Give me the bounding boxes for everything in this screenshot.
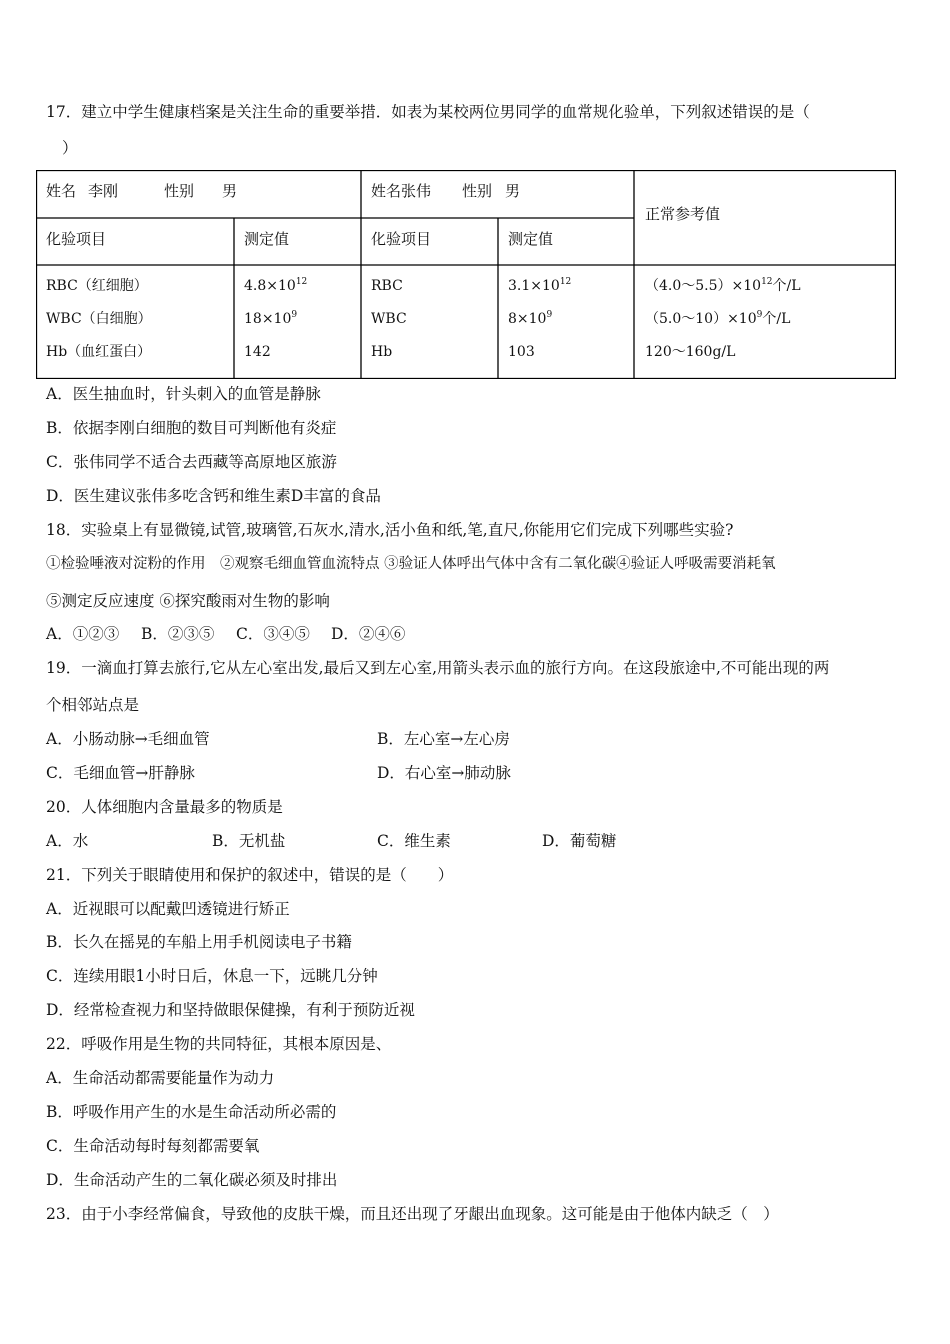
- row-hb-v2: 103: [508, 344, 535, 360]
- row-hb-ref: 120～160g/L: [645, 344, 736, 360]
- q19-option-b: B．左心室→左心房: [377, 730, 510, 748]
- row-wbc-v2: $8\times 10^9$: [508, 310, 553, 327]
- p2-name-label: 姓名张伟: [371, 182, 432, 200]
- q21-option-b: B．长久在摇晃的车船上用手机阅读电子书籍: [46, 933, 352, 951]
- q20-stem: 20．人体细胞内含量最多的物质是: [46, 798, 283, 816]
- q17-option-c: C．张伟同学不适合去西藏等高原地区旅游: [46, 453, 337, 471]
- q21-option-a: A．近视眼可以配戴凹透镜进行矫正: [46, 900, 290, 918]
- q18-option-a: A．①②③: [46, 625, 120, 643]
- p1-name: 李刚: [88, 182, 119, 200]
- row-hb-item2: Hb: [371, 344, 393, 360]
- p1-sex-label: 性别: [164, 182, 195, 200]
- row-rbc-v2: $3.1\times 10^{12}$: [508, 277, 572, 294]
- q19-stem-line2: 个相邻站点是: [46, 696, 140, 714]
- q18-items-line1: ①检验唾液对淀粉的作用 ②观察毛细血管血流特点 ③验证人体呼出气体中含有二氧化碳④验证人呼吸需要消耗氧: [46, 556, 776, 572]
- q21-option-c: C．连续用眼1小时日后，休息一下，远眺几分钟: [46, 967, 378, 985]
- q18-option-c: C．③④⑤: [236, 625, 310, 643]
- row-rbc-ref: $(4.0\sim 5.5)\times 10^{12}$个/L: [645, 277, 801, 294]
- table-borders: [36, 170, 896, 379]
- p1-col-item: 化验项目: [46, 230, 107, 248]
- p2-col-value: 测定值: [508, 230, 554, 248]
- q22-option-a: A．生命活动都需要能量作为动力: [46, 1069, 275, 1087]
- q22-option-b: B．呼吸作用产生的水是生命活动所必需的: [46, 1103, 337, 1121]
- q17-option-d: D．医生建议张伟多吃含钙和维生素D丰富的食品: [46, 487, 381, 505]
- p1-sex: 男: [222, 182, 238, 200]
- q22-stem: 22．呼吸作用是生物的共同特征，其根本原因是、: [46, 1035, 392, 1053]
- q22-option-c: C．生命活动每时每刻都需要氧: [46, 1137, 260, 1155]
- q18-option-d: D．②④⑥: [331, 625, 406, 643]
- q20-option-a: A．水: [46, 832, 89, 850]
- blood-test-table: [36, 170, 896, 379]
- q17-option-b: B．依据李刚白细胞的数目可判断他有炎症: [46, 419, 337, 437]
- p2-sex-label: 性别: [462, 182, 493, 200]
- q17-option-a: A．医生抽血时，针头刺入的血管是静脉: [46, 385, 321, 403]
- q22-option-d: D．生命活动产生的二氧化碳必须及时排出: [46, 1171, 338, 1189]
- q18-stem: 18．实验桌上有显微镜,试管,玻璃管,石灰水,清水,活小鱼和纸,笔,直尺,你能用它们完成下列哪些实验?: [46, 521, 734, 539]
- ref-header: 正常参考值: [645, 205, 721, 223]
- q21-option-d: D．经常检查视力和坚持做眼保健操，有利于预防近视: [46, 1001, 415, 1019]
- row-hb-item: Hb（血红蛋白）: [46, 344, 152, 360]
- p2-col-item: 化验项目: [371, 230, 432, 248]
- row-wbc-ref: $(5.0\sim 10)\times 10^9$个/L: [645, 310, 791, 327]
- row-wbc-item2: WBC: [371, 311, 407, 327]
- row-wbc-item: WBC（白细胞）: [46, 311, 152, 327]
- row-rbc-item: RBC（红细胞）: [46, 278, 148, 294]
- p1-col-value: 测定值: [244, 230, 290, 248]
- q19-option-a: A．小肠动脉→毛细血管: [46, 730, 210, 748]
- row-rbc-item2: RBC: [371, 278, 403, 294]
- q18-items-line2: ⑤测定反应速度 ⑥探究酸雨对生物的影响: [46, 592, 330, 610]
- q20-option-b: B．无机盐: [212, 832, 286, 850]
- q17-stem-line1: 17．建立中学生健康档案是关注生命的重要举措．如表为某校两位男同学的血常规化验单，下列叙述错误的是（: [46, 103, 810, 121]
- q19-option-c: C．毛细血管→肝静脉: [46, 764, 195, 782]
- q23-stem: 23．由于小李经常偏食，导致他的皮肤干燥，而且还出现了牙龈出血现象。这可能是由于他体内缺乏（ ）: [46, 1205, 779, 1223]
- q20-option-c: C．维生素: [377, 832, 451, 850]
- q18-option-b: B．②③⑤: [141, 625, 215, 643]
- q19-stem-line1: 19．一滴血打算去旅行,它从左心室出发,最后又到左心室,用箭头表示血的旅行方向。在这段旅途中,不可能出现的两: [46, 659, 830, 677]
- p1-name-label: 姓名: [46, 182, 77, 200]
- row-hb-v1: 142: [244, 344, 271, 360]
- q20-option-d: D．葡萄糖: [542, 832, 617, 850]
- q19-option-d: D．右心室→肺动脉: [377, 764, 511, 782]
- row-wbc-v1: $18\times 10^9$: [244, 310, 298, 327]
- q21-stem: 21．下列关于眼睛使用和保护的叙述中，错误的是（ ）: [46, 866, 454, 884]
- q17-stem-line2: ）: [62, 139, 78, 157]
- p2-sex: 男: [505, 182, 521, 200]
- row-rbc-v1: $4.8\times 10^{12}$: [244, 277, 308, 294]
